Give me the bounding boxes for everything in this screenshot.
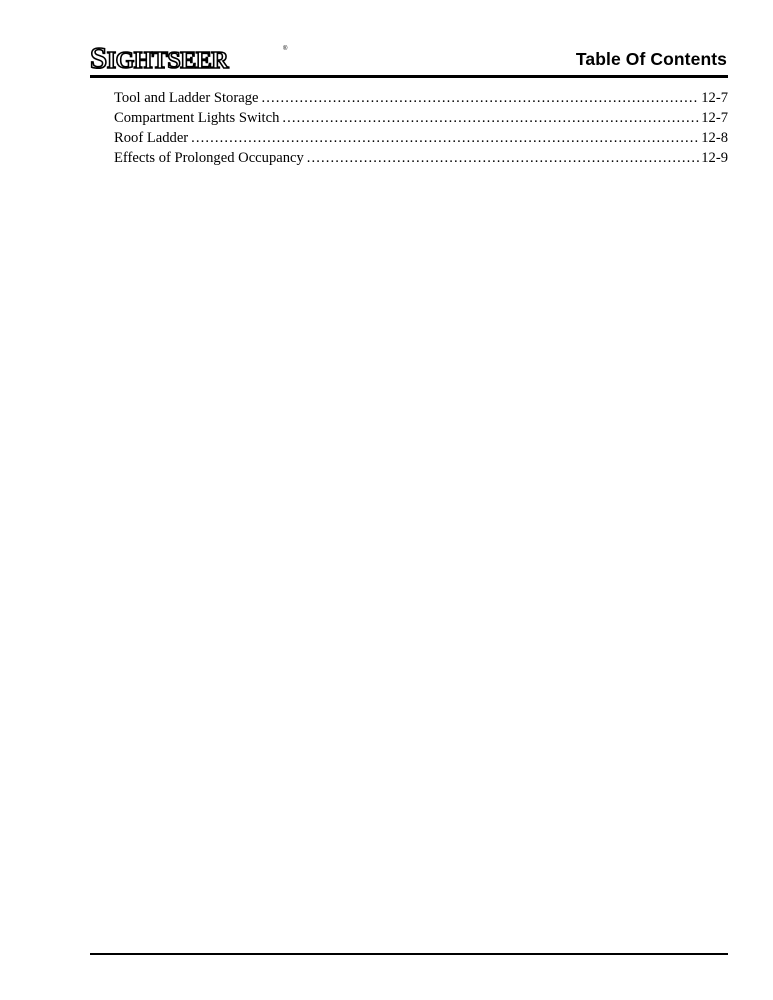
toc-entry-title: Compartment Lights Switch (114, 110, 280, 126)
toc-entry-title: Tool and Ladder Storage (114, 90, 259, 106)
toc-entry[interactable] (114, 88, 728, 108)
toc-entry[interactable] (114, 108, 728, 128)
svg-text:SIGHTSEER: SIGHTSEER (90, 40, 229, 72)
toc-entry-title: Roof Ladder (114, 130, 189, 146)
toc-entry[interactable] (114, 148, 728, 168)
sightseer-logo (89, 40, 294, 72)
svg-text:®: ® (283, 46, 288, 52)
toc-dot-leader (282, 108, 699, 128)
header-divider (90, 75, 728, 78)
toc-dot-leader (191, 128, 699, 148)
footer-divider (90, 953, 728, 955)
toc-entry-page: 12-7 (701, 90, 728, 106)
toc-entry-page: 12-7 (701, 110, 728, 126)
table-of-contents (114, 88, 728, 168)
toc-dot-leader (307, 148, 699, 168)
toc-entry-page: 12-8 (701, 130, 728, 146)
toc-dot-leader (261, 88, 699, 108)
toc-entry-title: Effects of Prolonged Occupancy (114, 150, 304, 166)
toc-entry-page: 12-9 (701, 150, 728, 166)
toc-entry[interactable] (114, 128, 728, 148)
page-title: Table Of Contents (575, 49, 727, 69)
